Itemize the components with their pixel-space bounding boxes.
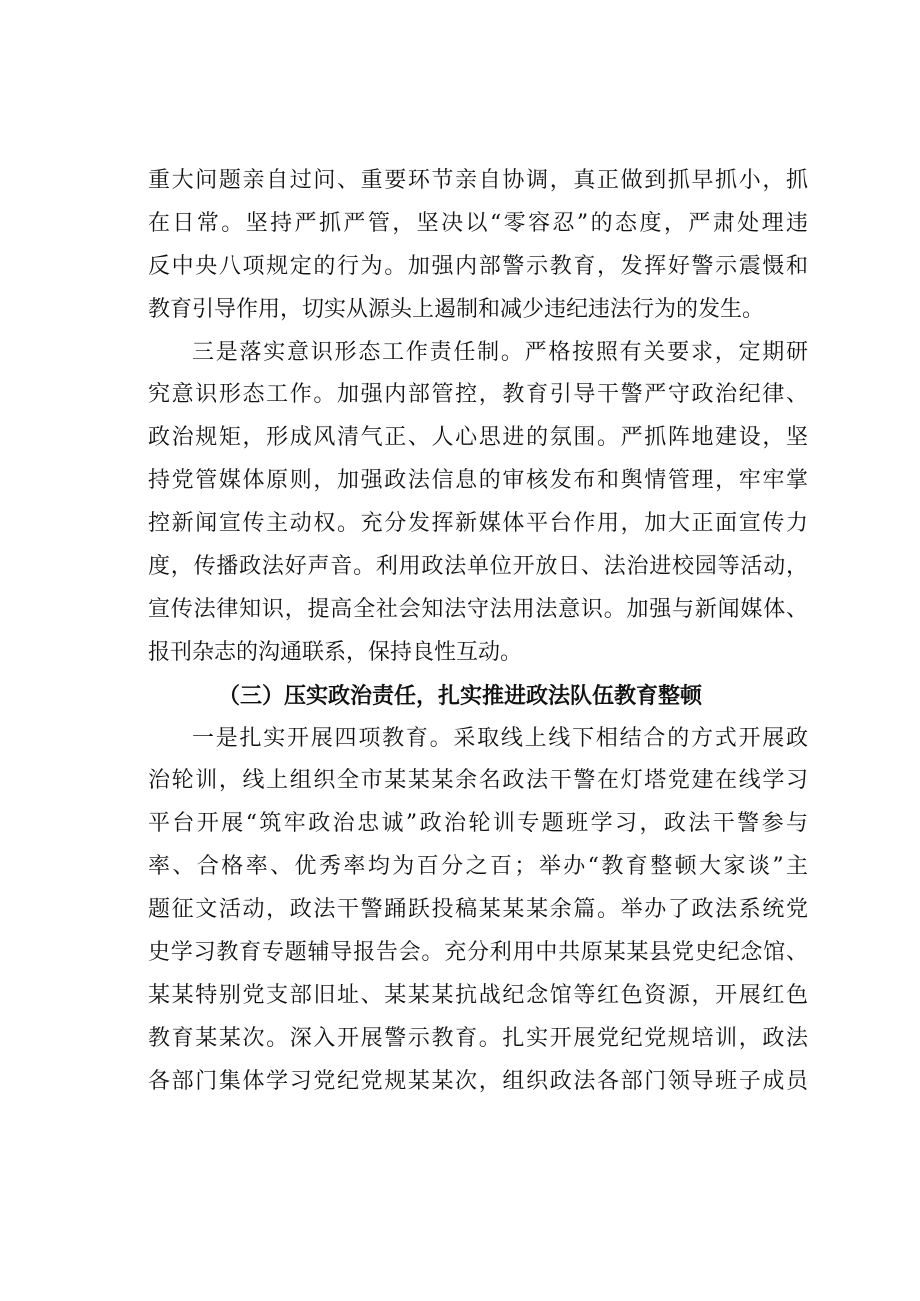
paragraph-line: 度，传播政法好声音。利用政法单位开放日、法治进校园等活动，: [148, 554, 808, 580]
section-heading: （三）压实政治责任，扎实推进政法队伍教育整顿: [218, 682, 703, 709]
paragraph-line: 教育某某次。深入开展警示教育。扎实开展党纪党规培训，政法: [148, 1025, 808, 1051]
paragraph-line: 平台开展“筑牢政治忠诚”政治轮训专题班学习，政法干警参与: [148, 811, 808, 837]
paragraph-line: 某某特别党支部旧址、某某某抗战纪念馆等红色资源，开展红色: [148, 982, 808, 1008]
paragraph-line: 各部门集体学习党纪党规某某次，组织政法各部门领导班子成员: [148, 1068, 808, 1094]
paragraph-line: 治轮训，线上组织全市某某某余名政法干警在灯塔党建在线学习: [148, 768, 808, 794]
paragraph-line: 题征文活动，政法干警踊跃投稿某某某余篇。举办了政法系统党: [148, 897, 808, 923]
paragraph-line: 一是扎实开展四项教育。采取线上线下相结合的方式开展政: [192, 725, 808, 751]
paragraph-line: 史学习教育专题辅导报告会。充分利用中共原某某县党史纪念馆、: [148, 940, 808, 966]
paragraph-line: 三是落实意识形态工作责任制。严格按照有关要求，定期研: [192, 339, 808, 365]
paragraph-line: 在日常。坚持严抓严管，坚决以“零容忍”的态度，严肃处理违: [148, 210, 808, 236]
paragraph-line: 究意识形态工作。加强内部管控，教育引导干警严守政治纪律、: [148, 382, 808, 408]
document-body: [148, 160, 808, 1104]
paragraph-line: 重大问题亲自过问、重要环节亲自协调，真正做到抓早抓小，抓: [148, 168, 808, 193]
paragraph-line: 控新闻宣传主动权。充分发挥新媒体平台作用，加大正面宣传力: [148, 511, 808, 537]
paragraph-line: 宣传法律知识，提高全社会知法守法用法意识。加强与新闻媒体、: [148, 596, 808, 622]
paragraph-line: 持党管媒体原则，加强政法信息的审核发布和舆情管理，牢牢掌: [148, 468, 808, 494]
paragraph-line: 反中央八项规定的行为。加强内部警示教育，发挥好警示震慑和: [148, 253, 808, 279]
paragraph-line: 教育引导作用，切实从源头上遏制和减少违纪违法行为的发生。: [148, 296, 765, 322]
paragraph-line: 政治规矩，形成风清气正、人心思进的氛围。严抓阵地建设，坚: [148, 425, 808, 451]
paragraph-line: 率、合格率、优秀率均为百分之百；举办“教育整顿大家谈”主: [148, 854, 808, 880]
paragraph-line: 报刊杂志的沟通联系，保持良性互动。: [148, 639, 523, 665]
